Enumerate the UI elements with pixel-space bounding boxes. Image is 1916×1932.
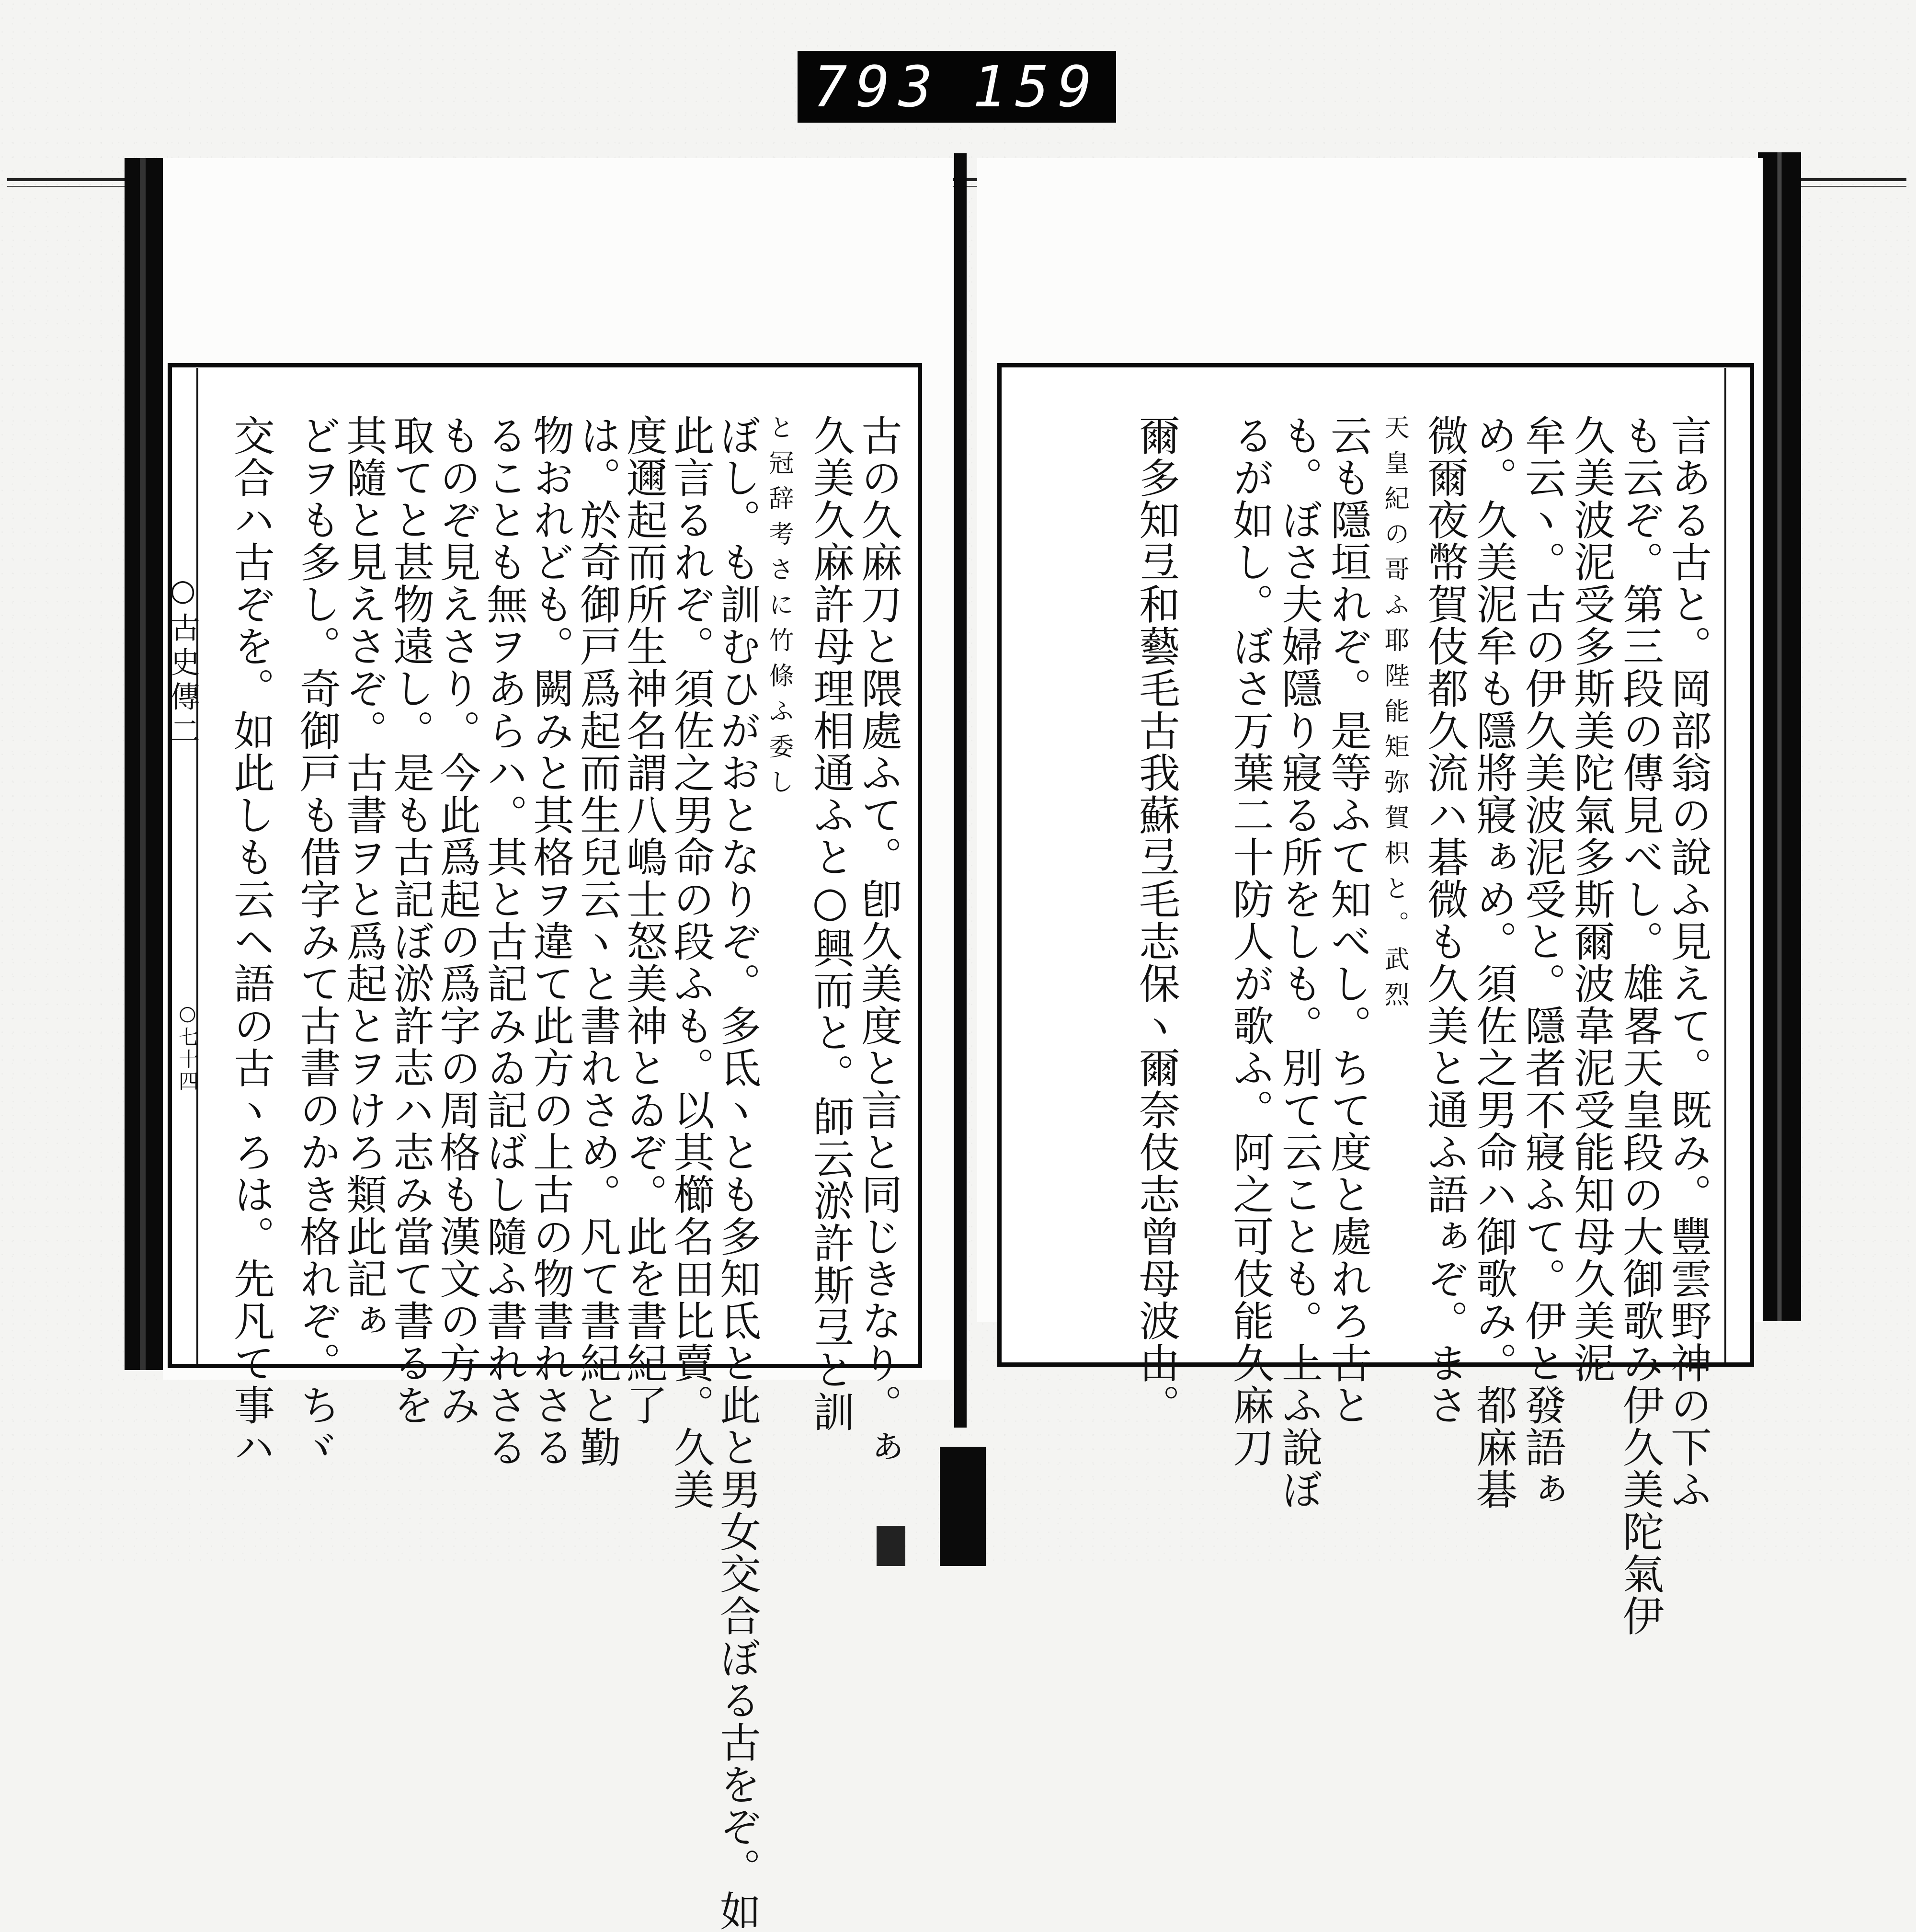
left-line-14: 交合ハ古ぞを。如此しも云ヘ語の古ヽろは。先凡て事ハ (227, 414, 274, 1468)
right-line-1: 言ある古と。岡部翁の說ふ見えて。既み。豐雲野神の下ふ (1664, 414, 1711, 1510)
right-line-3: 久美波泥受多斯美陀氣多斯爾波韋泥受能知母久美泥 (1567, 414, 1615, 1384)
left-line-10: ものぞ見えさり。今此爲起の爲字の周格も漢文の方み (433, 414, 480, 1426)
left-line-4: ぼし。も訓むひがおとなりぞ。多氐ヽとも多知氐と此と男女交合ぼる古をぞ。如 (713, 414, 761, 1932)
left-line-12: 其隨と見えさぞ。古書ヲと爲起とヲけろ類此記ぁ (339, 414, 387, 1342)
right-margin-rule (1724, 368, 1726, 1363)
right-line-8: 云も隱垣れぞ。是等ふて知べし。ちて度と處れろ古と (1323, 414, 1371, 1426)
right-line-5: め。久美泥牟も隱將寢ぁめ。須佐之男命ハ御歌み。都麻碁 (1469, 414, 1517, 1510)
accession-label (798, 51, 1116, 123)
left-line-5: 此言るれぞ。須佐之男命の段ふも。以其櫛名田比賣。久美 (666, 414, 714, 1510)
right-line-7: 天皇紀の哥ふ耶陛能矩弥賀枳と。武烈 (1380, 414, 1409, 1017)
accession-number-left: 793 (813, 54, 941, 120)
right-line-6: 微爾夜幣賀伎都久流ハ碁微も久美と通ふ語ぁぞ。まさ (1420, 414, 1468, 1426)
accession-number-right: 159 (972, 54, 1101, 120)
left-line-1: 古の久麻刀と隈處ふて。卽久美度と言と同じきなり。ぁ (854, 414, 902, 1468)
scan-mark (877, 1526, 905, 1566)
book-gutter-foot (940, 1447, 986, 1566)
running-head: ○古史傳二 (165, 572, 200, 750)
left-line-7: は。於奇御戸爲起而生兒云ヽと書れさめ。凡て書紀と勤 (573, 414, 621, 1468)
right-line-10: るが如し。ぼさ万葉二十防人が歌ふ。阿之可伎能久麻刀 (1226, 414, 1274, 1468)
right-line-2: も云ぞ。第三段の傳見べし。雄畧天皇段の大御歌み伊久美陀氣伊 (1616, 414, 1664, 1637)
right-line-9: も。ぼさ夫婦隱り寢る所をしも。別て云ことも。上ふ說ぼ (1275, 414, 1323, 1510)
book-edge-right (1758, 152, 1801, 1321)
left-line-13: どヲも多し。奇御戸も借字みて古書のかき格れぞ。ちヾ (293, 414, 341, 1468)
left-line-2: 久美久麻許母理相通ふと○興而と。師云淤許斯弖と訓 (806, 414, 854, 1433)
folio-number: ○七十四 (176, 1001, 199, 1093)
right-line-4: 牟云ヽ。古の伊久美波泥受と。隱者不寢ふて。伊と發語ぁ (1518, 414, 1566, 1510)
left-line-8: 物おれども。闕みと其格ヲ違て此方の上古の物書れさる (526, 414, 574, 1468)
right-line-11: 爾多知弖和藝毛古我蘇弖毛志保ヽ爾奈伎志曾母波由。 (1132, 414, 1180, 1426)
left-line-3: と冠辞考さに竹條ふ委し (764, 414, 793, 804)
left-margin-column (165, 368, 200, 1364)
book-edge-left (125, 158, 163, 1370)
left-line-11: 取てと甚物遠し。是も古記ぼ淤許志ハ志み當て書るを (386, 414, 434, 1426)
left-line-9: ることも無ヲあらハ。其と古記みゐ記ばし隨ふ書れさる (479, 414, 527, 1468)
left-line-6: 度邇起而所生神名謂八嶋士怒美神とゐぞ。此を書紀了 (619, 414, 667, 1426)
book-gutter (954, 153, 967, 1428)
